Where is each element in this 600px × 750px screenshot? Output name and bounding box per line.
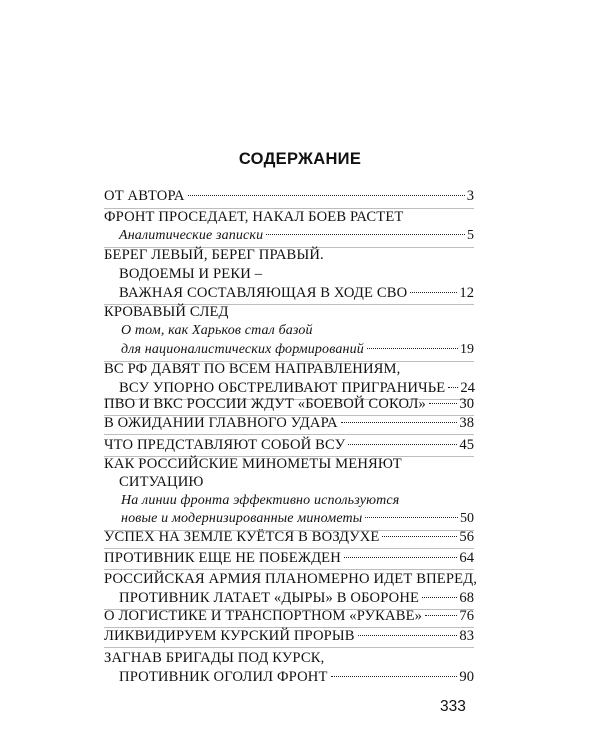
entry-title: ФРОНТ ПРОСЕДАЕТ, НАКАЛ БОЕВ РАСТЕТ [104,209,404,225]
page-ref: 45 [459,437,474,453]
page-ref: 68 [459,590,474,606]
toc-line [119,588,474,608]
page-ref: 5 [467,228,474,243]
toc-line [119,226,474,246]
page-ref: 50 [460,511,474,526]
toc-line [104,648,324,668]
page-ref: 30 [459,396,474,412]
dot-leader [341,422,458,423]
page-ref: 64 [459,550,474,566]
toc-line [104,454,402,474]
dot-leader [348,444,457,445]
entry-title: ВС РФ ДАВЯТ ПО ВСЕМ НАПРАВЛЕНИЯМ, [104,361,401,377]
dot-leader [429,403,457,404]
entry-title-cont: ПРОТИВНИК ОГОЛИЛ ФРОНТ [119,669,328,685]
page-ref: 83 [459,628,474,644]
dot-leader [331,676,458,677]
toc-line [104,207,403,227]
dot-leader [365,517,458,518]
dot-leader [425,615,457,616]
page-ref: 56 [459,529,474,545]
entry-title: КАК РОССИЙСКИЕ МИНОМЕТЫ МЕНЯЮТ [104,456,402,472]
entry-title: ЗАГНАВ БРИГАДЫ ПОД КУРСК, [104,650,325,666]
entry-title: ОТ АВТОРА [104,188,185,204]
toc-line [119,264,474,284]
page-ref: 19 [460,342,474,357]
toc-line [104,394,474,414]
page-title: СОДЕРЖАНИЕ [238,150,362,168]
page-number: 333 [440,698,466,715]
toc-line [104,302,229,322]
toc-line [121,509,474,529]
dot-leader [188,195,465,196]
entry-title: БЕРЕГ ЛЕВЫЙ, БЕРЕГ ПРАВЫЙ. [104,247,324,263]
toc-line [121,340,474,360]
page-ref: 24 [460,380,475,396]
entry-title-cont: СИТУАЦИЮ [119,474,204,490]
toc-line [104,569,477,589]
entry-title: О ЛОГИСТИКЕ И ТРАНСПОРТНОМ «РУКАВЕ» [104,608,423,624]
entry-title: ЛИКВИДИРУЕМ КУРСКИЙ ПРОРЫВ [104,628,355,644]
page-ref: 76 [459,608,474,624]
dot-leader [382,536,457,537]
page-ref: 38 [459,415,474,431]
page-ref: 12 [459,285,474,301]
page-ref: 90 [459,669,474,685]
entry-title: ЧТО ПРЕДСТАВЛЯЮТ СОБОЙ ВСУ [104,437,346,453]
entry-title-cont: ВСУ УПОРНО ОБСТРЕЛИВАЮТ ПРИГРАНИЧЬЕ [119,380,446,396]
entry-title: УСПЕХ НА ЗЕМЛЕ КУЁТСЯ В ВОЗДУХЕ [104,529,380,545]
toc-line [104,606,474,626]
toc-line [104,435,474,455]
toc-line [119,472,474,492]
toc-line [104,245,324,265]
entry-title: В ОЖИДАНИИ ГЛАВНОГО УДАРА [104,415,338,431]
page-ref: 3 [466,188,474,204]
entry-subtitle: для националистических формирований [121,342,364,357]
dot-leader [410,292,457,293]
toc-line [104,626,474,646]
entry-title: ПВО И ВКС РОССИИ ЖДУТ «БОЕВОЙ СОКОЛ» [104,396,426,412]
entry-subtitle: Аналитические записки [119,228,264,243]
toc-line [104,186,474,206]
dot-leader [448,387,458,388]
dot-leader [266,234,465,235]
entry-subtitle: На линии фронта эффективно используются [121,493,400,508]
entry-subtitle: О том, как Харьков стал базой [121,323,313,338]
entry-title: ПРОТИВНИК ЕЩЕ НЕ ПОБЕЖДЕН [104,550,341,566]
toc-line [104,413,474,433]
entry-title-cont: ВОДОЕМЫ И РЕКИ – [119,266,263,282]
toc-line [104,548,474,568]
dot-leader [367,348,458,349]
toc-line [119,283,474,303]
entry-subtitle: новые и модернизированные минометы [121,511,363,526]
entry-title: КРОВАВЫЙ СЛЕД [104,304,229,320]
dot-leader [344,557,457,558]
entry-title: РОССИЙСКАЯ АРМИЯ ПЛАНОМЕРНО ИДЕТ ВПЕРЕД, [104,571,478,587]
toc-line [121,491,474,511]
toc-line [104,359,400,379]
entry-title-cont: ПРОТИВНИК ЛАТАЕТ «ДЫРЫ» В ОБОРОНЕ [119,590,420,606]
toc-line [119,667,474,687]
toc-line [121,321,474,341]
dot-leader [358,635,458,636]
entry-title-cont: ВАЖНАЯ СОСТАВЛЯЮЩАЯ В ХОДЕ СВО [119,285,408,301]
dot-leader [422,597,457,598]
toc-line [104,527,474,547]
